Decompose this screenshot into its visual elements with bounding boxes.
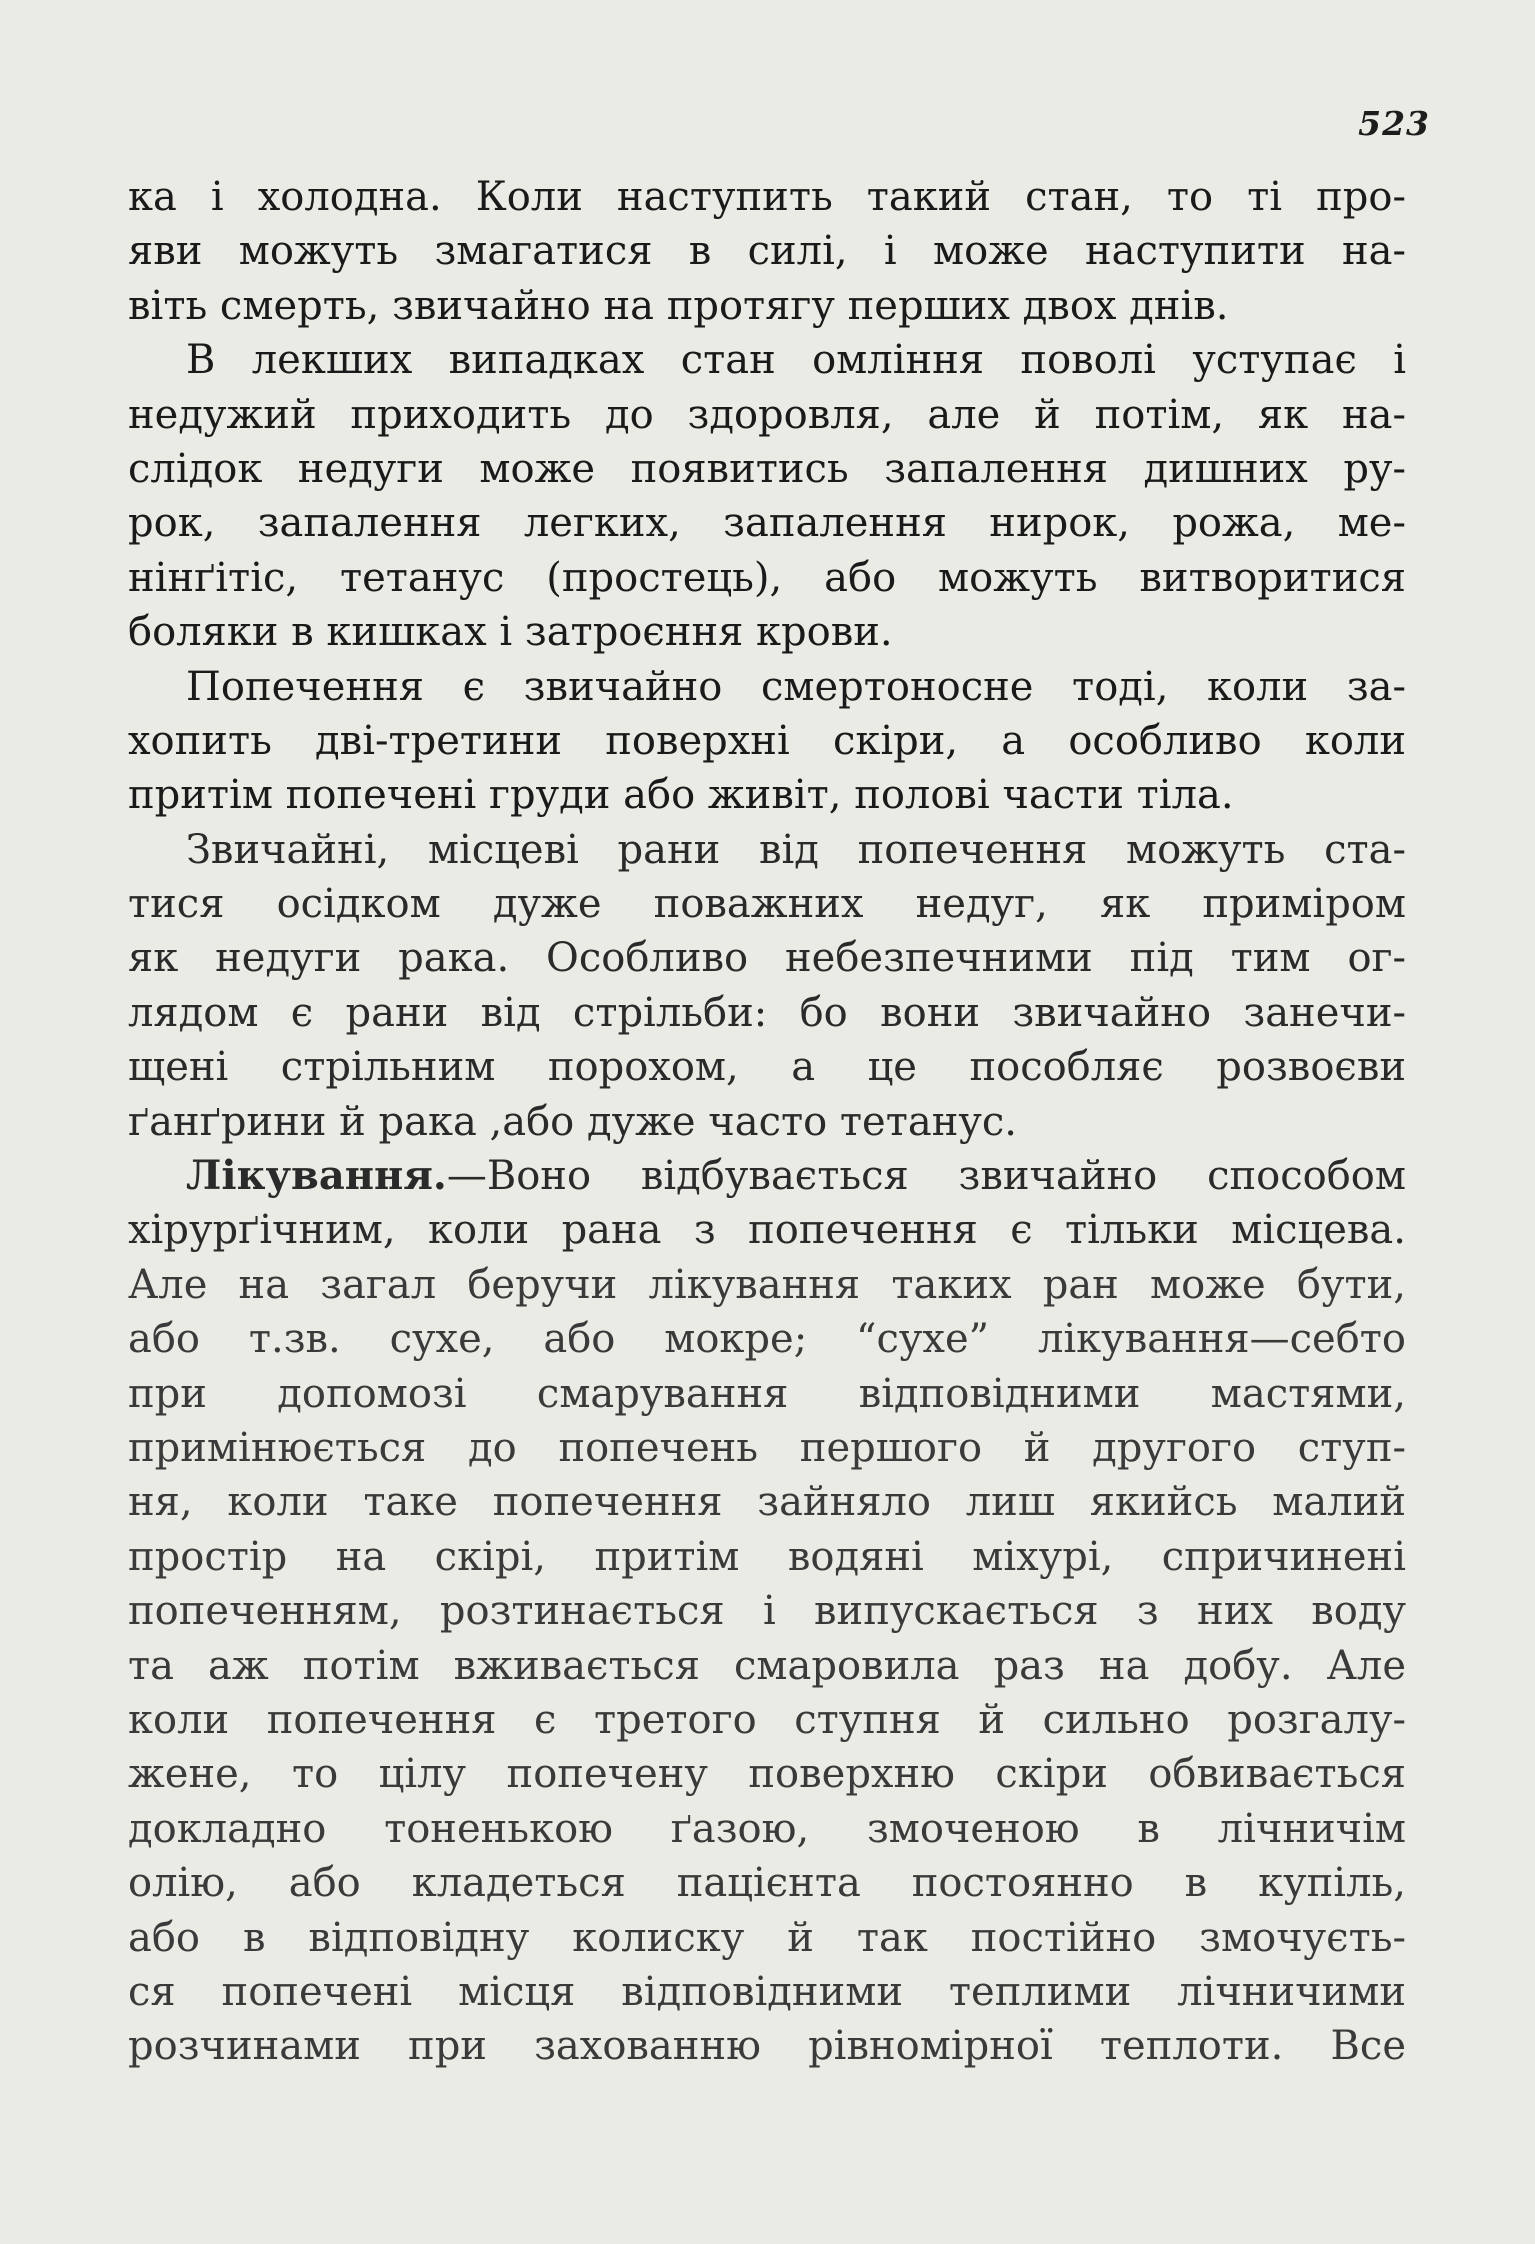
line-text: простір на скірі, притім водяні міхурі, спричинені	[128, 1533, 1406, 1580]
text-line	[128, 1802, 1406, 1856]
line-text: яви можуть змагатися в силі, і може наступити на-	[128, 228, 1406, 275]
text-line	[128, 1040, 1406, 1094]
text-line	[128, 551, 1406, 605]
line-text: примінюється до попечень першого й другого ступ-	[128, 1424, 1406, 1471]
text-line	[128, 986, 1406, 1040]
text-line	[128, 823, 1406, 877]
text-line	[128, 1258, 1406, 1312]
line-text: В лекших випадках стан омління поволі уступає і	[186, 337, 1406, 384]
text-line	[128, 1149, 1406, 1203]
text-line	[128, 660, 1406, 714]
line-text: Але на загал беручи лікування таких ран може бути,	[128, 1261, 1406, 1308]
line-text: слідок недуги може появитись запалення дишних ру-	[128, 445, 1406, 492]
text-line	[128, 2019, 1406, 2073]
line-text: боляки в кишках і затроєння крови.	[128, 609, 893, 656]
page-number: 523	[1358, 104, 1430, 143]
text-line	[128, 714, 1406, 768]
line-text: олію, або кладеться пацієнта постоянно в купіль,	[128, 1860, 1406, 1907]
line-text: хірурґічним, коли рана з попечення є тільки місцева.	[128, 1207, 1406, 1254]
text-line	[128, 1747, 1406, 1801]
text-line	[128, 1965, 1406, 2019]
text-line	[128, 1475, 1406, 1529]
line-text: віть смерть, звичайно на протягу перших двох днів.	[128, 282, 1229, 329]
text-line	[128, 1584, 1406, 1638]
text-line	[128, 279, 1406, 333]
text-line	[128, 496, 1406, 550]
text-line	[128, 333, 1406, 387]
line-text: нінґітіс, тетанус (простець), або можуть витворитися	[128, 554, 1406, 601]
text-line	[128, 1312, 1406, 1366]
line-text: притім попечені груди або живіт, полові части тіла.	[128, 772, 1234, 819]
line-text: щені стрільним порохом, а це пособляє розвоєви	[128, 1044, 1406, 1091]
line-text: попеченням, розтинається і випускається з них воду	[128, 1588, 1406, 1635]
line-text: лядом є рани від стрільби: бо вони звичайно занечи-	[128, 989, 1406, 1036]
text-line	[128, 442, 1406, 496]
line-text: Звичайні, місцеві рани від попечення можуть ста-	[186, 826, 1406, 873]
text-line	[128, 1639, 1406, 1693]
line-text: розчинами при захованню рівномірної теплоти. Все	[128, 2023, 1406, 2070]
text-line	[128, 1421, 1406, 1475]
line-text: ся попечені місця відповідними теплими лічничими	[128, 1968, 1406, 2015]
line-text: при допомозі смарування відповідними мастями,	[128, 1370, 1406, 1417]
line-text: та аж потім вживається смаровила раз на добу. Але	[128, 1642, 1406, 1689]
text-line	[128, 1367, 1406, 1421]
text-line	[128, 605, 1406, 659]
line-text: рок, запалення легких, запалення нирок, рожа, ме-	[128, 500, 1406, 547]
text-line	[128, 1693, 1406, 1747]
line-text: недужий приходить до здоровля, але й потім, як на-	[128, 391, 1406, 438]
text-line	[128, 931, 1406, 985]
line-text: або т.зв. сухе, або мокре; “сухе” лікування—себто	[128, 1316, 1406, 1363]
line-text: або в відповідну колиску й так постійно змочуєть-	[128, 1914, 1406, 1961]
line-text: ка і холодна. Коли наступить такий стан, то ті про-	[128, 174, 1406, 220]
line-text: хопить дві-третини поверхні скіри, а особливо коли	[128, 717, 1406, 764]
line-text: тися осідком дуже поважних недуг, як приміром	[128, 881, 1406, 928]
text-line	[128, 1911, 1406, 1965]
line-text: ня, коли таке попечення зайняло лиш якийсь малий	[128, 1479, 1406, 1526]
text-line	[128, 1203, 1406, 1257]
line-text: —Воно відбувається звичайно способом	[446, 1153, 1406, 1200]
section-heading: Лікування.	[186, 1152, 447, 1200]
line-text: докладно тоненькою ґазою, змоченою в лічничім	[128, 1805, 1406, 1852]
line-text: ґанґрини й рака ,або дуже часто тетанус.	[128, 1098, 1018, 1145]
line-text: як недуги рака. Особливо небезпечними під тим ог-	[128, 935, 1406, 982]
text-line	[128, 768, 1406, 822]
line-text: коли попечення є третого ступня й сильно розгалу-	[128, 1696, 1406, 1743]
text-line	[128, 1530, 1406, 1584]
line-text: Попечення є звичайно смертоносне тоді, коли за-	[186, 663, 1406, 710]
text-line	[128, 1095, 1406, 1149]
text-line	[128, 388, 1406, 442]
text-line	[128, 170, 1406, 224]
line-text: жене, то цілу попечену поверхню скіри обвивається	[128, 1751, 1406, 1798]
text-line	[128, 877, 1406, 931]
text-line	[128, 1856, 1406, 1910]
body-text	[128, 170, 1406, 2074]
text-line	[128, 224, 1406, 278]
